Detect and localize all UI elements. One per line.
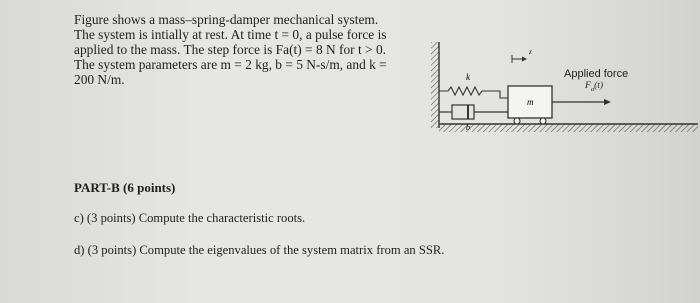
problem-line: applied to the mass. The step force is Fa(t) = 8 N for t > 0. — [74, 42, 386, 57]
damper-label: b — [466, 123, 470, 132]
wheel-left — [514, 118, 520, 124]
problem-statement — [74, 12, 424, 87]
fixed-wall — [431, 42, 439, 128]
spring — [439, 87, 508, 98]
force-arrowhead — [604, 99, 611, 105]
z-label: z — [529, 48, 532, 56]
spring-label: k — [466, 72, 470, 82]
damper-cylinder — [452, 105, 474, 119]
question-c: c) (3 points) Compute the characteristic roots. — [74, 211, 306, 225]
ground — [439, 124, 698, 132]
problem-line: 200 N/m. — [74, 72, 125, 87]
problem-line: The system is intially at rest. At time t = 0, a pulse force is — [74, 27, 387, 42]
part-title: PART-B (6 points) — [74, 180, 176, 195]
problem-line: Figure shows a mass–spring-damper mechanical system. — [74, 12, 379, 27]
z-arrowhead — [522, 57, 527, 62]
mass-label: m — [527, 97, 534, 107]
question-d: d) (3 points) Compute the eigenvalues of the system matrix from an SSR. — [74, 243, 445, 257]
problem-line: The system parameters are m = 2 kg, b = 5 N-s/m, and k = — [74, 57, 387, 72]
mass-spring-damper-figure — [428, 34, 700, 144]
force-symbol: $F_a(t)$ — [585, 81, 604, 93]
wheel-right — [540, 118, 546, 124]
applied-force-label: Applied force — [564, 68, 629, 80]
